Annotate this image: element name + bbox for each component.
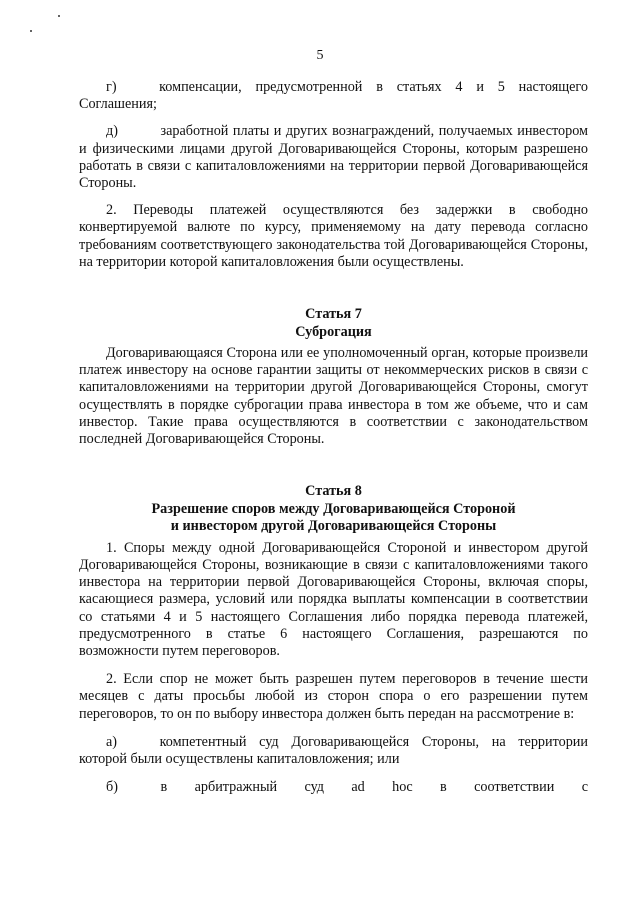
scan-speck: [58, 15, 60, 17]
scan-speck: [30, 30, 32, 32]
paragraph-transfers: 2. Переводы платежей осуществляются без задержки в свободно конвертируемой валюте по курсу, применяемому на дату перевода согласно требованиям соответствующего законодательства той Договаривающейся Стороны, на территории которой капиталовложения были осуществлены.: [79, 202, 588, 270]
list-item-g: г) компенсации, предусмотренной в статьях 4 и 5 настоящего Соглашения;: [79, 79, 588, 113]
article-8-title-line1: Разрешение споров между Договаривающейся Стороной: [151, 500, 516, 517]
article-8-paragraph-1: 1. Споры между одной Договаривающейся Стороной и инвестором другой Договаривающейся Стороны, возникающие в связи с капиталовложениями такого инвестора на территории первой Договаривающейся Стороны, включая споры, касающиеся размера, условий или порядка выплаты компенсации в соответствии со статьями 4 и 5 настоящего Соглашения либо порядка перевода платежей, предусмотренного в статье 6 настоящего Соглашения, разрешаются по возможности путем переговоров.: [79, 539, 588, 659]
list-item-b: б) в арбитражный суд ad hoc в соответствии с: [106, 779, 588, 796]
article-7-title: Суброгация: [295, 323, 372, 340]
list-item-a: а) компетентный суд Договаривающейся Стороны, на территории которой были осуществлены капиталовложения; или: [79, 733, 588, 767]
article-8-number: Статья 8: [305, 483, 362, 500]
article-7-text: Договаривающаяся Сторона или ее уполномоченный орган, которые произвели платеж инвестору на основе гарантии защиты от некоммерческих рисков в связи с капиталовложениями на территории другой Договаривающейся Стороны, смогут осуществлять в порядке суброгации права инвестора в том же объеме, что и сам инвестор. Такие права осуществляются в соответствии с законодательством последней Договаривающейся Стороны.: [79, 345, 588, 448]
page-number: 5: [316, 48, 324, 63]
article-8-title-line2: и инвестором другой Договаривающейся Стороны: [170, 518, 497, 535]
article-8-paragraph-2: 2. Если спор не может быть разрешен путем переговоров в течение шести месяцев с даты просьбы любой из сторон спора о его разрешении путем переговоров, то он по выбору инвестора должен быть передан на рассмотрение в:: [79, 671, 588, 722]
body-text: [79, 79, 588, 796]
article-7-number: Статья 7: [305, 306, 362, 323]
list-item-d: д) заработной платы и других вознаграждений, получаемых инвестором и физическими лицами другой Договаривающейся Стороны, которым разрешено работать в связи с капиталовложениями на территории первой Договаривающейся Стороны.: [79, 123, 588, 192]
